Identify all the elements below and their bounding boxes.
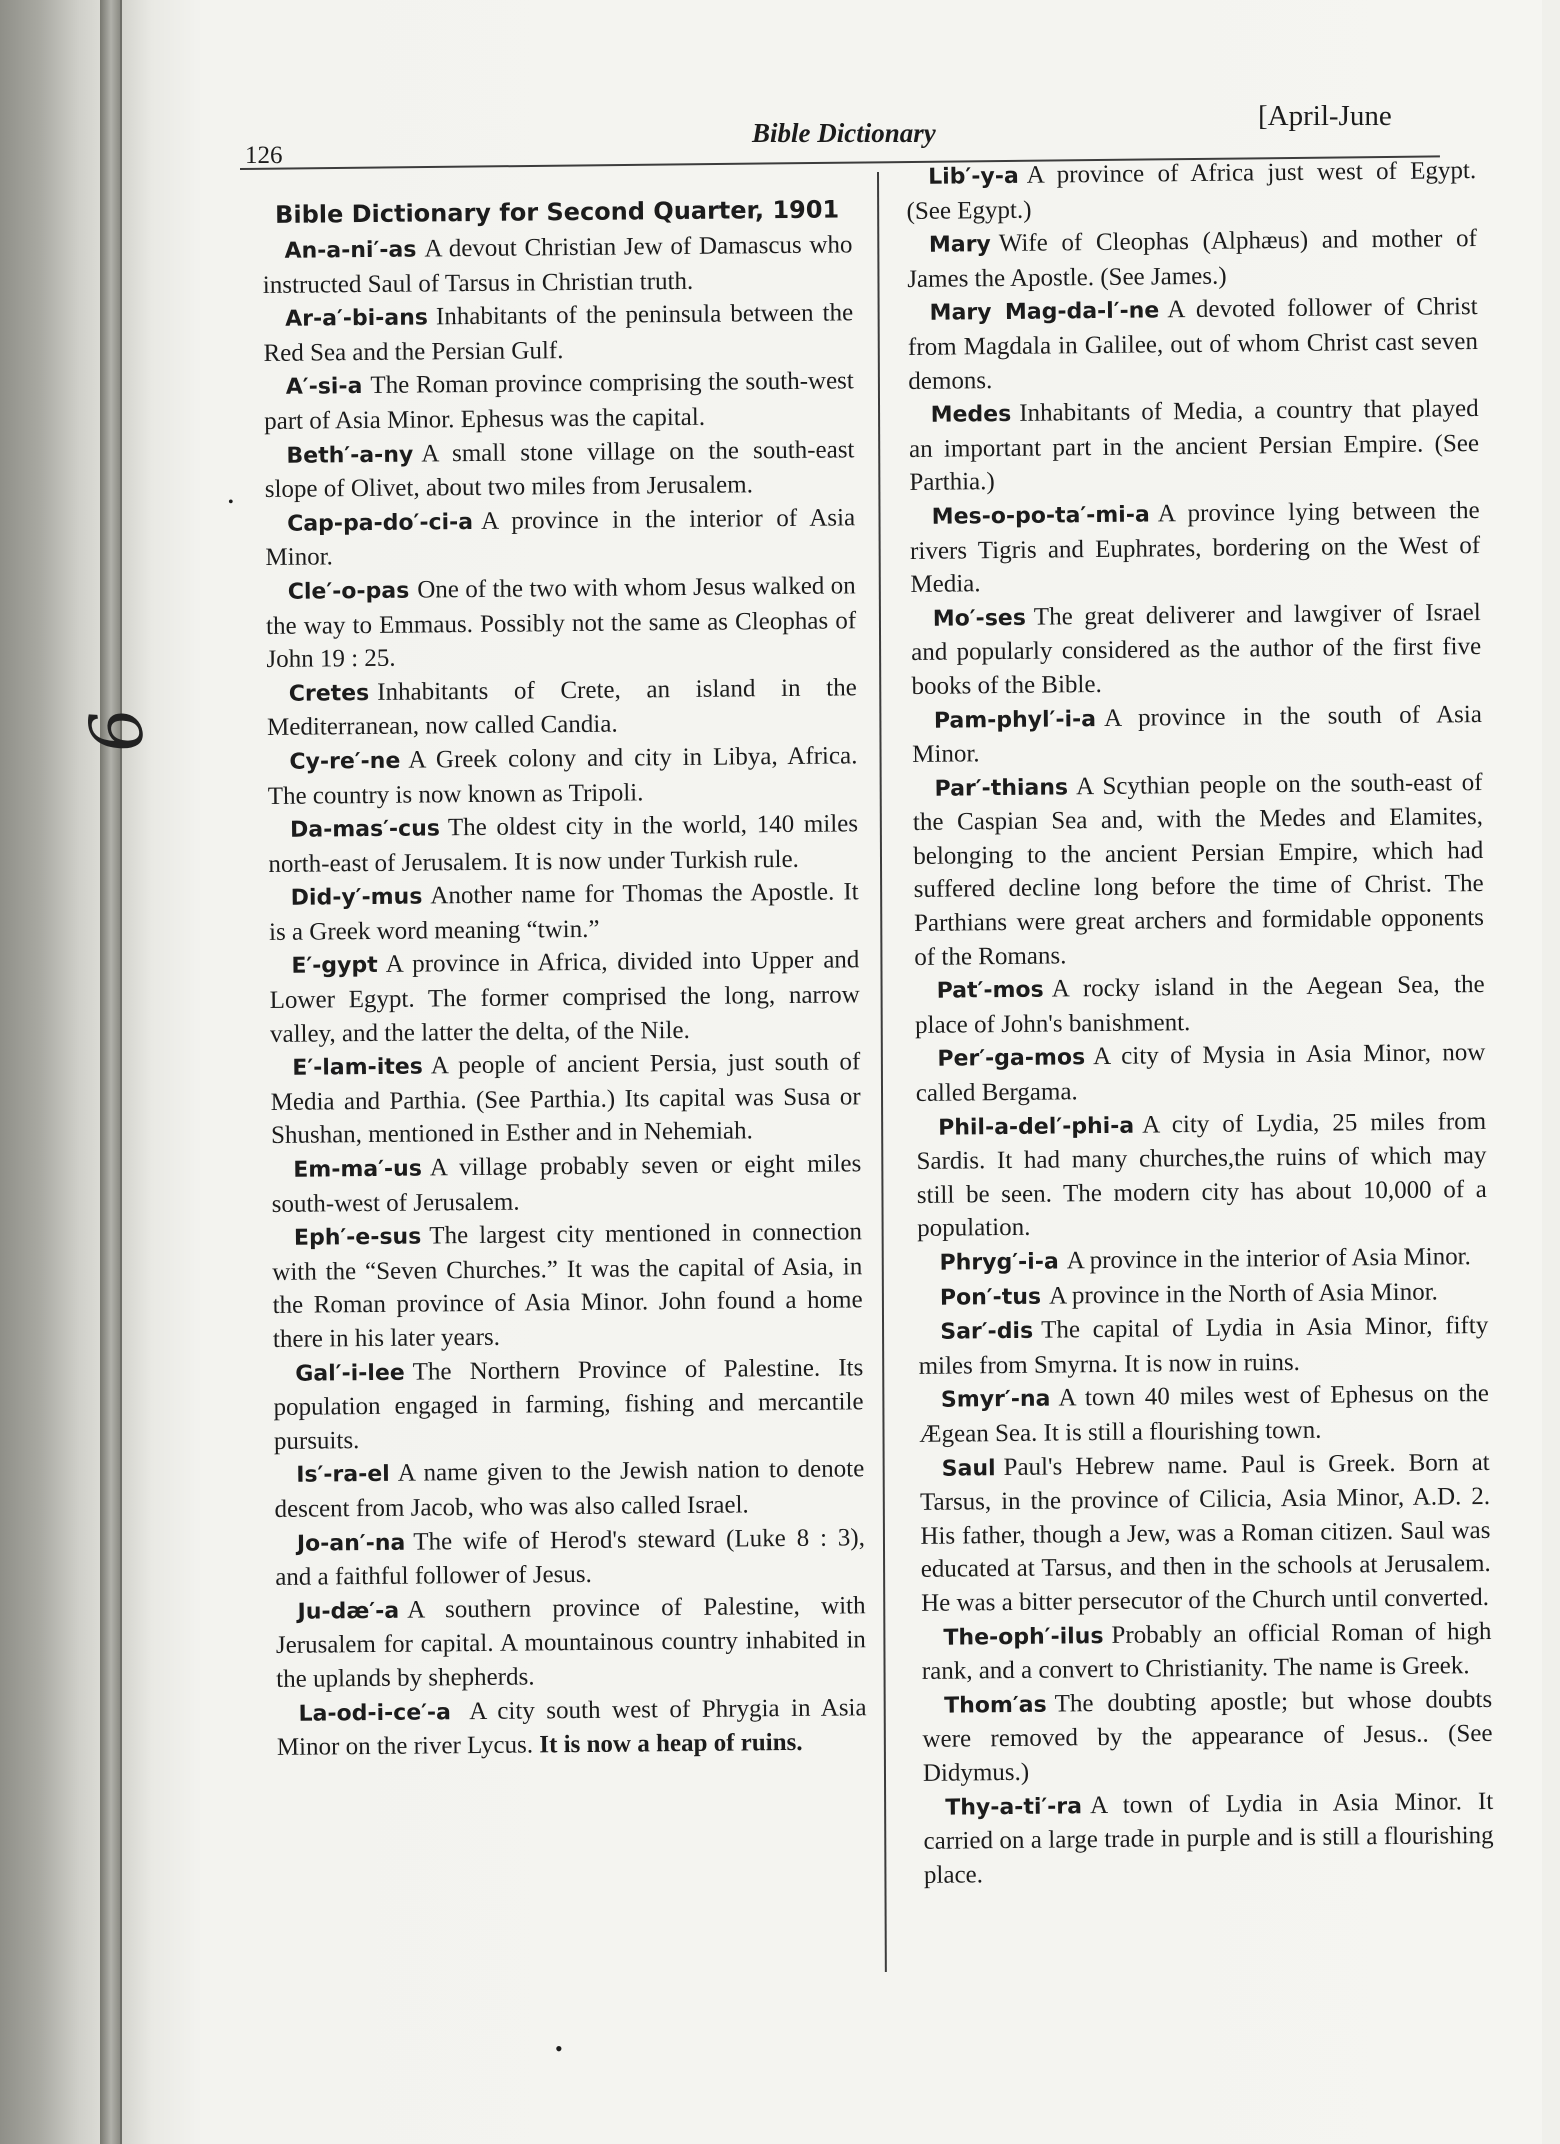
entry-definition: A devoted follower of Christ from Magdala in Galilee, out of whom Christ cast seven demons. (907, 293, 1479, 395)
entry-headword: Cle′-o-pas (287, 578, 410, 605)
dictionary-entry (915, 968, 1486, 1042)
entry-definition: A village probably seven or eight miles south-west of Jerusalem. (271, 1150, 862, 1218)
entry-headword: Cretes (288, 680, 370, 707)
entry-definition: The largest city mentioned in connection with the “Seven Churches.” It was the capital of Asia, in the Roman province of Asia Minor. John found a home there in his later years. (272, 1218, 863, 1353)
entry-definition: A Greek colony and city in Libya, Africa. The country is now known as Tripoli. (267, 742, 858, 810)
entry-definition: The Roman province comprising the south-west part of Asia Minor. Ephesus was the capital. (264, 367, 854, 435)
quarter-label: [April-June (1258, 100, 1392, 132)
entry-headword: Da-mas′-cus (289, 816, 441, 843)
section-title: Bible Dictionary for Second Quarter, 1901 (274, 195, 840, 229)
entry-definition: The Northern Province of Palestine. Its population engaged in farming, fishing and mercantile pursuits. (273, 1353, 864, 1455)
entry-definition: A province in the North of Asia Minor. (1048, 1278, 1438, 1310)
entry-definition: Inhabitants of Crete, an island in the Mediterranean, now called Candia. (266, 674, 857, 742)
entry-headword: Pam-phyl′-i-a (933, 706, 1097, 734)
dictionary-entry (922, 1683, 1493, 1791)
entry-definition: A province of Africa just west of Egypt. (See Egypt.) (906, 157, 1477, 225)
entry-headword: Pon′-tus (939, 1284, 1042, 1311)
entry-definition-bold: It is now a heap of ruins. (539, 1729, 803, 1759)
entry-headword: Medes (930, 402, 1012, 428)
entry-headword: E′-lam-ites (292, 1054, 423, 1081)
margin-bullet: • (228, 494, 234, 511)
dictionary-entry (918, 1309, 1489, 1383)
dictionary-entry (267, 739, 858, 813)
entry-definition: A town 40 miles west of Ephesus on the Ægean Sea. It is still a flourishing town. (919, 1380, 1490, 1448)
dictionary-entry (912, 698, 1483, 772)
dictionary-entry (267, 671, 858, 745)
entry-headword: Mo′-ses (932, 605, 1026, 632)
entry-headword: Pat′-mos (936, 977, 1044, 1004)
dictionary-entry (923, 1784, 1494, 1892)
entry-headword: Thy-a-ti′-ra (945, 1793, 1083, 1821)
entry-headword: An-a-ni′-as (284, 237, 417, 264)
entry-definition: A province lying between the rivers Tigris and Euphrates, bordering on the West of Media. (909, 496, 1481, 599)
dictionary-entry (264, 365, 855, 439)
entry-definition: A name given to the Jewish nation to denote descent from Jacob, who was also called Israel. (274, 1455, 865, 1523)
entry-definition: The great deliverer and lawgiver of Israel and popularly considered as the author of the first five books of the Bible. (911, 598, 1482, 700)
entry-definition: Wife of Cleophas (Alphæus) and mother of James the Apostle. (See James.) (907, 225, 1477, 293)
entry-definition: A devout Christian Jew of Damascus who instructed Saul of Tarsus in Christian truth. (262, 231, 853, 299)
running-title: Bible Dictionary (752, 118, 936, 148)
entry-headword: Sar′-dis (940, 1318, 1034, 1345)
entry-definition: Probably an official Roman of high rank, and a convert to Christianity. The name is Greek. (921, 1617, 1492, 1686)
entry-headword: Mes-o-po-ta′-mi-a (931, 502, 1150, 530)
dictionary-entry (921, 1614, 1492, 1688)
entry-definition: A small stone village on the south-east slope of Olivet, about two miles from Jerusalem. (264, 435, 855, 504)
entry-headword: Ar-a′-bi-ans (285, 305, 429, 332)
dictionary-entry (911, 596, 1482, 704)
right-entry-list (906, 154, 1494, 1892)
dictionary-entry (275, 1589, 866, 1696)
entry-headword: Phryg′-i-a (939, 1249, 1059, 1276)
entry-definition: A city south west of Phrygia in Asia Minor on the river Lycus. (276, 1693, 867, 1762)
entry-definition: Paul's Hebrew name. Paul is Greek. Born at Tarsus, in the province of Cilicia, Asia Minor, A.D. 2. His father, though a Jew, was a Roman citizen. Saul was educated at Tarsus, and then in the schools at Jerusalem. He was a bitter persecutor of the Church until converted. (919, 1448, 1491, 1617)
handwritten-margin-note: 9 (70, 703, 158, 759)
dictionary-entry (907, 290, 1478, 398)
dictionary-entry (272, 1216, 863, 1357)
dictionary-entry (917, 1240, 1487, 1281)
entry-definition: A province in the interior of Asia Minor. (1066, 1243, 1471, 1275)
entry-definition: The capital of Lydia in Asia Minor, fifty miles from Smyrna. It is now in ruins. (918, 1312, 1489, 1380)
entry-definition: One of the two with whom Jesus walked on the way to Emmaus. Possibly not the same as Cleophas of John 19 : 25. (265, 572, 857, 674)
entry-headword: Em-ma′-us (293, 1156, 422, 1183)
entry-headword: Did-y′-mus (290, 884, 423, 912)
bottom-dot: • (555, 2036, 563, 2061)
entry-definition: Another name for Thomas the Apostle. It is a Greek word meaning “twin.” (268, 878, 859, 946)
dictionary-entry (273, 1351, 864, 1458)
entry-headword: La-od-i-ce′-a (298, 1699, 452, 1727)
entry-definition: A town of Lydia in Asia Minor. It carried on a large trade in purple and is still a flourishing place. (923, 1787, 1494, 1889)
dictionary-entry (276, 1691, 867, 1765)
dictionary-entry (269, 876, 860, 950)
entry-definition: A southern province of Palestine, with Jerusalem for capital. A mountainous country inhabited in the uplands by shepherds. (275, 1592, 867, 1693)
entry-headword: Beth′-a-ny (286, 442, 414, 469)
dictionary-entry (265, 501, 856, 575)
entry-headword: The-oph′-ilus (943, 1623, 1104, 1651)
dictionary-entry (920, 1446, 1492, 1621)
dictionary-entry (915, 1036, 1486, 1110)
dictionary-entry (270, 1046, 861, 1153)
dictionary-entry (269, 944, 860, 1051)
entry-headword: E′-gypt (291, 953, 378, 980)
entry-definition: A rocky island in the Aegean Sea, the place of John's banishment. (914, 971, 1485, 1039)
entry-headword: Saul (941, 1455, 996, 1482)
entry-definition: Inhabitants of the peninsula between the Red Sea and the Persian Gulf. (263, 299, 854, 367)
dictionary-entry (916, 1105, 1487, 1246)
entry-definition: A province in the south of Asia Minor. (912, 700, 1482, 769)
dictionary-entry (910, 494, 1481, 602)
entry-definition: A province in the interior of Asia Minor. (265, 504, 856, 572)
entry-definition: The wife of Herod's steward (Luke 8 : 3), and a faithful follower of Jesus. (275, 1523, 866, 1592)
left-column (262, 192, 867, 1764)
entry-headword: Is′-ra-el (296, 1462, 390, 1489)
entry-headword: Lib′-y-a (928, 163, 1019, 190)
entry-headword: Per′-ga-mos (937, 1045, 1086, 1073)
entry-definition: The doubting apostle; but whose doubts were removed by the appearance of Jesus.. (See Didymus.) (922, 1685, 1493, 1787)
entry-headword: Thom′as (944, 1692, 1047, 1719)
dictionary-entry (919, 1377, 1490, 1451)
entry-definition: The oldest city in the world, 140 miles north-east of Jerusalem. It is now under Turkish rule. (268, 810, 859, 878)
dictionary-entry (266, 569, 857, 676)
entry-definition: A Scythian people on the south-east of the Caspian Sea and, with the Medes and Elamites, belonging to the ancient Persian Empire, which had suffered decline long before the time of Christ. The Parthians were great archers and formidable opponents of the Romans. (912, 768, 1485, 971)
dictionary-entry (907, 222, 1478, 296)
entry-headword: Phil-a-del′-phi-a (938, 1113, 1135, 1141)
dictionary-entry (908, 392, 1479, 500)
page-number: 126 (245, 142, 283, 169)
entry-definition: A city of Lydia, 25 miles from Sardis. It had many churches,the ruins of which may still be seen. The modern city has about 10,000 of a population. (916, 1107, 1487, 1243)
entry-headword: Gal′-i-lee (295, 1360, 405, 1387)
entry-headword: Ju-dæ′-a (297, 1598, 400, 1625)
entry-headword: Jo-an′-na (296, 1530, 406, 1557)
entry-headword: Smyr′-na (940, 1386, 1051, 1414)
entry-headword: Mary Mag-da-l′-ne (929, 298, 1160, 327)
dictionary-entry (264, 433, 855, 507)
dictionary-entry (918, 1275, 1488, 1316)
dictionary-entry (275, 1521, 866, 1595)
entry-headword: Mary (928, 232, 991, 258)
entry-headword: Eph′-e-sus (293, 1224, 422, 1251)
dictionary-entry (274, 1453, 865, 1527)
entry-definition: Inhabitants of Media, a country that played an important part in the ancient Persian Empire. (See Parthia.) (908, 395, 1480, 497)
dictionary-entry (263, 297, 854, 371)
entry-definition: A province in Africa, divided into Upper and Lower Egypt. The former comprised the long, narrow valley, and the latter the delta, of the Nile. (269, 946, 860, 1048)
entry-headword: Cy-re′-ne (289, 748, 401, 775)
right-column (906, 154, 1494, 1892)
entry-headword: Par′-thians (934, 775, 1069, 802)
dictionary-entry (271, 1147, 862, 1221)
entry-headword: Cap-pa-do′-ci-a (287, 509, 474, 537)
dictionary-entry (268, 807, 859, 881)
entry-definition: A people of ancient Persia, just south of Media and Parthia. (See Parthia.) Its capital was Susa or Shushan, mentioned in Esther and in Nehemiah. (270, 1048, 861, 1150)
dictionary-entry (906, 154, 1477, 228)
dictionary-entry (262, 228, 853, 302)
entry-headword: A′-si-a (285, 374, 363, 401)
entry-definition: A city of Mysia in Asia Minor, now called Bergama. (915, 1039, 1486, 1107)
left-entry-list (262, 228, 866, 1696)
book-binding (100, 0, 122, 2144)
dictionary-entry (912, 766, 1484, 975)
